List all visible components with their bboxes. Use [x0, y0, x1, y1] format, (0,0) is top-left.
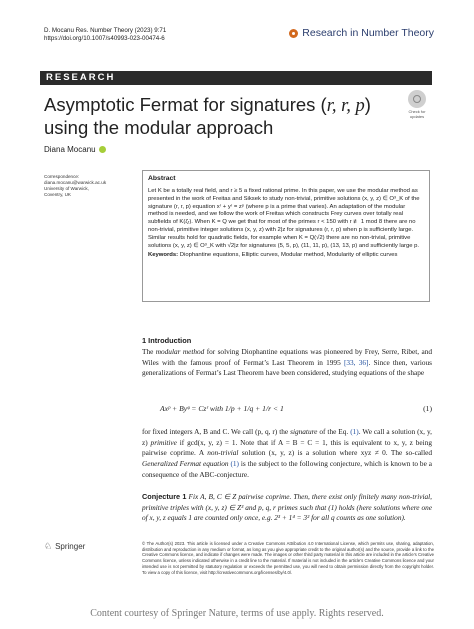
conjecture-text: Fix A, B, C ∈ Z pairwise coprime. Then, there exist only finitely many non-trivial, primitive triples with (x, y, z) ∈ Z³ and p, q, r primes such that (1) holds (here solutions where one of x, y, z equals 1 are counted only once, e.g. 2³ + 1⁴ = 3² for all q counts as one solution).	[142, 492, 432, 523]
conjecture-label: Conjecture 1	[142, 492, 187, 501]
doi-link[interactable]: https://doi.org/10.1007/s40993-023-00474-6	[44, 35, 165, 42]
check-updates-icon	[408, 90, 426, 108]
intro-text: if gcd(x, y, z) = 1. Note that if A = B = C = 1, this is equivalent to x, y, z being pairwise coprime. A	[142, 437, 432, 458]
section-heading-introduction: 1 Introduction	[142, 336, 192, 345]
intro-emphasis: signature	[290, 427, 318, 436]
conjecture-1	[142, 492, 432, 524]
title-line-2: using the modular approach	[44, 117, 274, 138]
check-updates-line-1: Check for	[408, 109, 426, 114]
correspondence-label: Correspondence:	[44, 174, 80, 179]
abstract-heading: Abstract	[148, 175, 176, 182]
check-updates-line-2: updates	[409, 114, 425, 119]
orcid-icon[interactable]	[99, 146, 106, 153]
title-line-1-prefix: Asymptotic Fermat for signatures (	[44, 94, 327, 115]
article-title	[44, 94, 384, 139]
keywords	[148, 252, 424, 260]
intro-text: . Since then, various generalizations of Fermat’s Last Theorem have been considered, studying equations of the shape	[142, 357, 432, 378]
citation-line-1: D. Mocanu Res. Number Theory (2023) 9:71	[44, 27, 167, 34]
abstract-box	[142, 170, 430, 302]
intro-emphasis: Generalized Fermat equation	[142, 459, 229, 469]
intro-emphasis: non-trivial	[207, 448, 239, 458]
springer-logo	[44, 541, 85, 552]
title-math: r, r, p	[326, 96, 365, 116]
journal-logo-icon	[289, 29, 298, 38]
intro-text: for solving Diophantine equations was pioneered by Frey, Serre, Ribet, and Wiles with the famous proof of Fermat’s Last Theorem in 1995	[142, 347, 433, 367]
citation-link[interactable]: [33, 36]	[343, 357, 369, 367]
affiliation-line-1: University of Warwick,	[44, 186, 90, 191]
equation-1	[160, 404, 432, 413]
journal-header[interactable]	[289, 27, 434, 39]
correspondence-email[interactable]: diana.mocanu@warwick.ac.uk	[44, 180, 107, 185]
citation	[44, 27, 166, 43]
author-line	[44, 145, 106, 154]
equation-number: (1)	[423, 404, 432, 413]
intro-text: . We call a solution (x, y, z)	[142, 427, 432, 447]
intro-text: for fixed integers A, B and C. We call (p, q, r) the	[142, 427, 291, 436]
equation-link[interactable]: (1)	[230, 459, 239, 469]
intro-text: The	[142, 347, 156, 356]
check-for-updates-button[interactable]	[406, 90, 428, 119]
author-name: Diana Mocanu	[44, 145, 96, 154]
intro-text: solution (x, y, z) is a solution where xyz ≠ 0. The so-called	[238, 448, 432, 458]
intro-emphasis: primitive	[150, 437, 177, 447]
intro-paragraph-1	[142, 347, 432, 379]
abstract-text: Let K be a totally real field, and r ≥ 5 a fixed rational prime. In this paper, we use the modular method as presented in the work of Freitas and Siksek to study non-trivial, primitive solutions (x, y, z) ∈ O³_K of the signature (r, r, p) equation xʳ + yʳ = zᵖ (where p is a prime that varies). An adaptation of the modular method is needed, and we follow the work of Freitas which constructs Frey curves over totally real subfields of K(ζᵣ). When K = Q we get that for most of the primes r < 150 with r ≢ 1 mod 8 there are no non-trivial, primitive integer solutions (x, y, z) with 2|z for signatures (r, r, p) when p is sufficiently large. Similar results hold for quadratic fields, for example when K = Q(√2) there are no non-trivial, primitive solutions (x, y, z) ∈ O³_K with √2|z for signatures (5, 5, p), (11, 11, p), (13, 13, p) and sufficiently large p.	[148, 188, 420, 249]
title-line-1-suffix: )	[364, 94, 371, 115]
courtesy-notice: Content courtesy of Springer Nature, terms of use apply. Rights reserved.	[90, 608, 384, 619]
equation-link[interactable]: (1)	[350, 427, 359, 436]
journal-name: Research in Number Theory	[302, 27, 434, 39]
springer-label: Springer	[55, 542, 86, 551]
correspondence-info	[44, 174, 134, 198]
affiliation-line-2: Coventry, UK	[44, 192, 71, 197]
keywords-label: Keywords:	[148, 252, 179, 259]
research-banner: RESEARCH	[40, 71, 432, 85]
equation-text: Axᵖ + Byᵠ = Czʳ with 1/p + 1/q + 1/r < 1	[160, 404, 284, 413]
keywords-list: Diophantine equations, Elliptic curves, Modular method, Modularity of elliptic curves	[179, 252, 398, 259]
intro-emphasis: modular method	[155, 347, 205, 356]
intro-text: of the Eq.	[317, 427, 351, 436]
license-text: © The Author(s) 2023. This article is licensed under a Creative Commons Attribution 4.0 International License, which permits use, sharing, adaptation, distribution and reproduction in any medium or format, as long as you give appropriate credit to the original author(s) and the source, provide a link to the Creative Commons licence, and indicate if changes were made. The images or other third party material in this article are included in the article’s Creative Commons licence, unless indicated otherwise in a credit line to the material. If material is not included in the article’s Creative Commons licence and your intended use is not permitted by statutory regulation or exceeds the permitted use, you will need to obtain permission directly from the copyright holder. To view a copy of this licence, visit http://creativecommons.org/licenses/by/4.0/.	[142, 541, 434, 575]
intro-text: is the subject to the following conjecture, which is known to be a consequence of the ABC-conjecture.	[142, 459, 432, 479]
intro-paragraph-2	[142, 427, 432, 481]
springer-horse-icon: ♘	[44, 541, 53, 551]
